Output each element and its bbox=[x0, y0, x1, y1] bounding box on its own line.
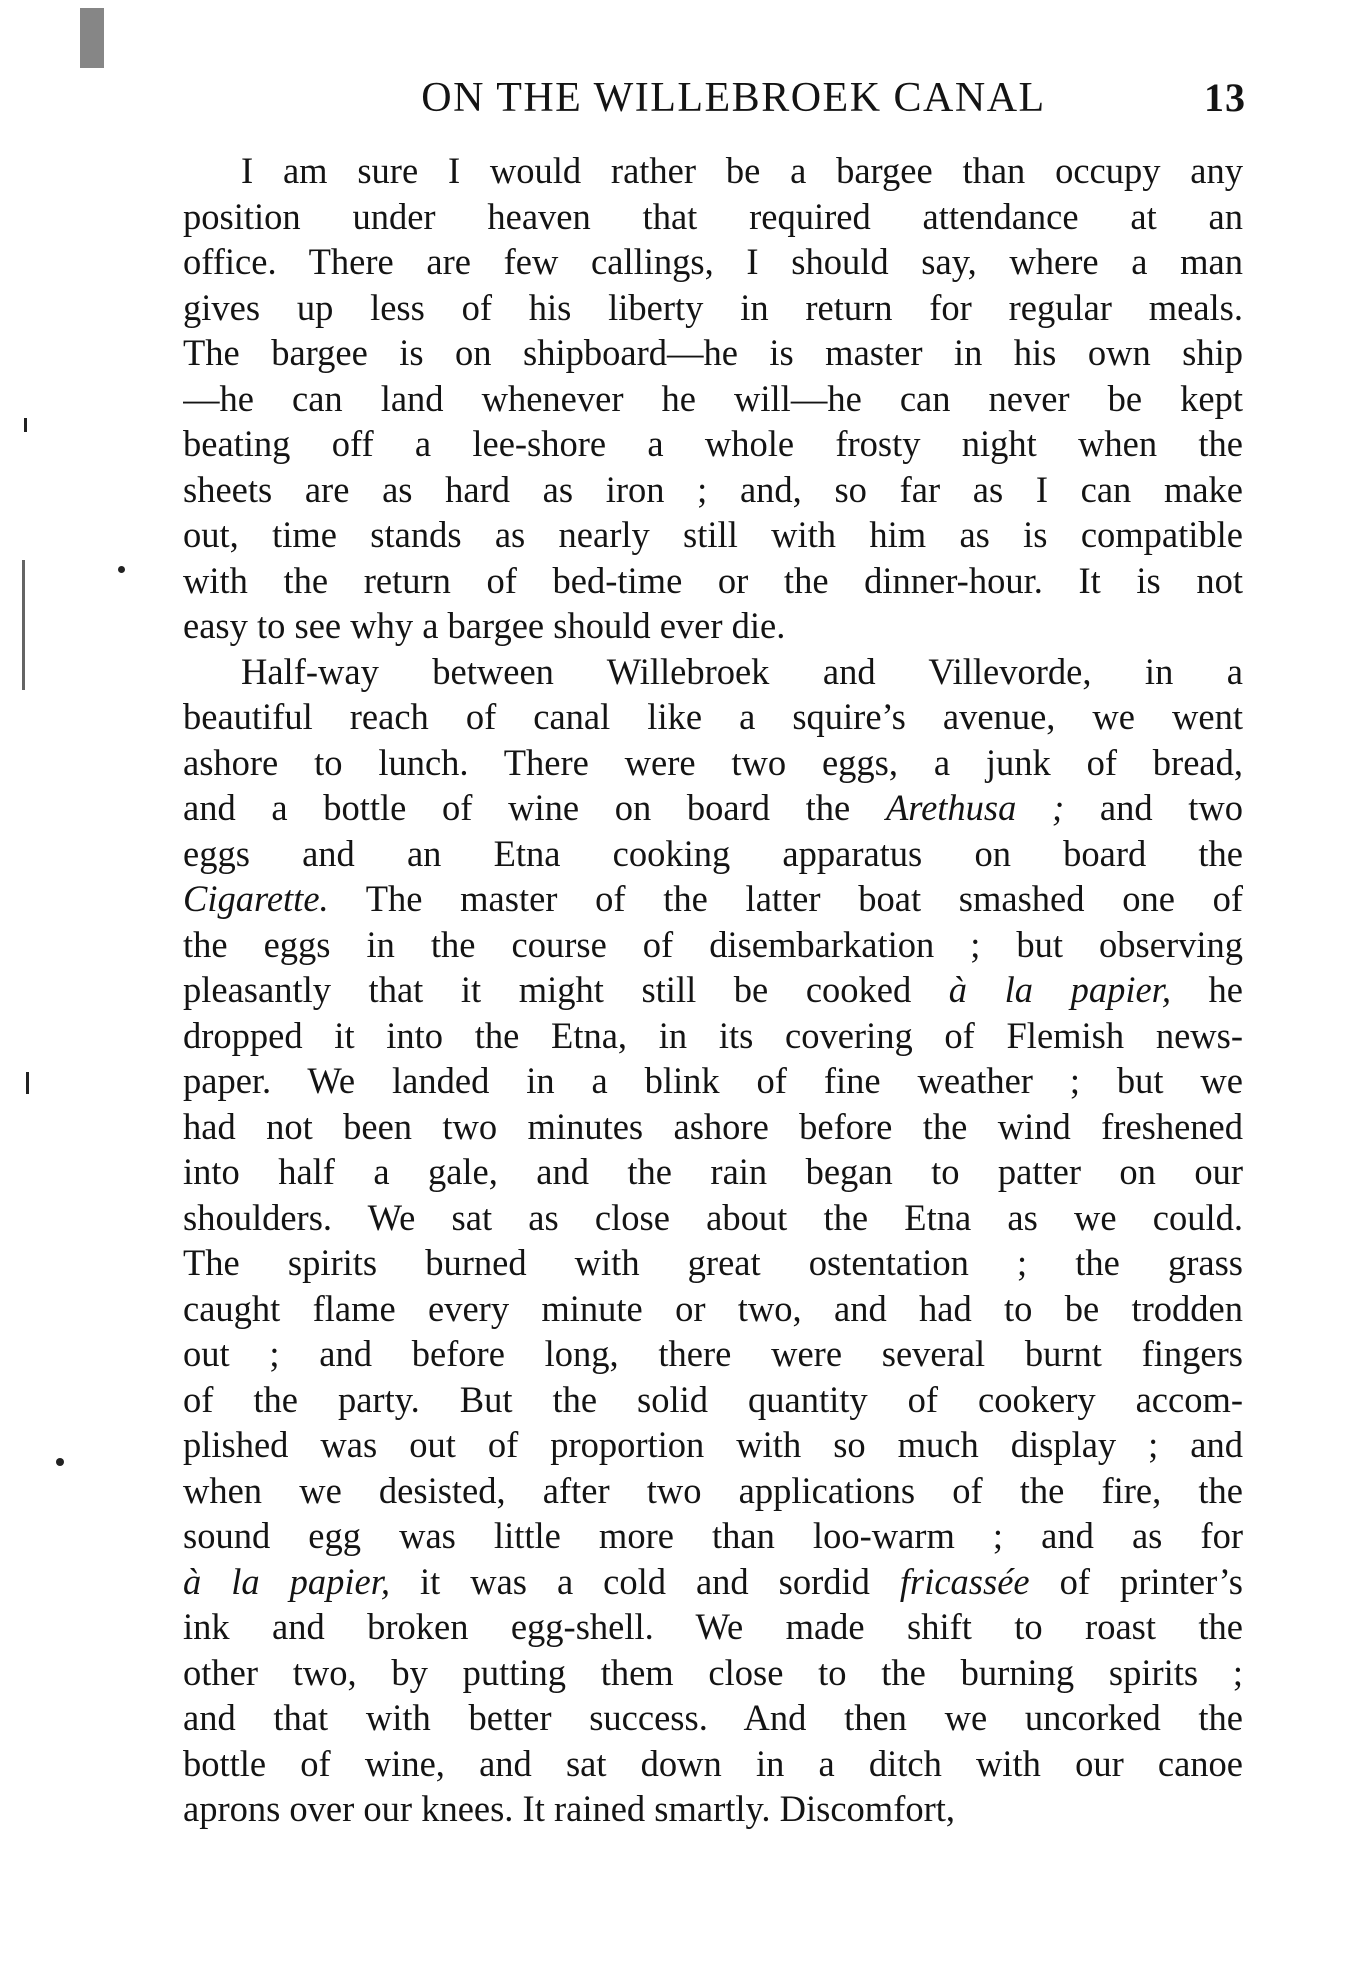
gutter-speck bbox=[56, 1458, 64, 1466]
text-line bbox=[183, 1604, 1243, 1650]
text-line bbox=[183, 740, 1243, 786]
text-line bbox=[183, 1422, 1243, 1468]
text-run: had not been two minutes ashore before the wind freshened bbox=[183, 1105, 1243, 1147]
text-line bbox=[183, 1468, 1243, 1514]
text-run: pleasantly that it might still be cooked bbox=[183, 969, 949, 1010]
text-line bbox=[183, 1240, 1243, 1286]
text-run: other two, by putting them close to the burning spirits ; bbox=[183, 1651, 1243, 1693]
italic-run: Arethusa ; bbox=[885, 787, 1065, 828]
page-number: 13 bbox=[1204, 75, 1246, 120]
text-run: of printer’s bbox=[1029, 1560, 1243, 1602]
text-line bbox=[183, 239, 1243, 285]
text-line bbox=[183, 694, 1243, 740]
text-line bbox=[183, 1513, 1243, 1559]
gutter-speck bbox=[118, 566, 125, 573]
text-line bbox=[183, 1286, 1243, 1332]
text-run: —he can land whenever he will—he can never be kept bbox=[183, 377, 1243, 419]
text-run: bottle of wine, and sat down in a ditch with our canoe bbox=[183, 1742, 1243, 1784]
text-line bbox=[183, 831, 1243, 877]
text-line bbox=[183, 1559, 1243, 1605]
text-line bbox=[183, 1741, 1243, 1787]
text-line bbox=[183, 1013, 1243, 1059]
text-line bbox=[183, 512, 1243, 558]
running-head bbox=[183, 74, 1246, 126]
text-run: and that with better success. And then we uncorked the bbox=[183, 1697, 1243, 1738]
text-run: paper. We landed in a blink of fine weather ; but we bbox=[183, 1060, 1243, 1101]
text-run: and a bottle of wine on board the bbox=[183, 787, 886, 828]
text-line bbox=[183, 376, 1243, 422]
text-run: caught flame every minute or two, and had to be trodden bbox=[183, 1287, 1243, 1329]
running-head-title: ON THE WILLEBROEK CANAL bbox=[421, 75, 1046, 121]
text-run: office. There are few callings, I should say, where a man bbox=[183, 241, 1243, 282]
text-line bbox=[183, 1695, 1243, 1741]
text-line bbox=[183, 285, 1243, 331]
text-line bbox=[183, 649, 1243, 695]
text-line bbox=[183, 967, 1243, 1013]
text-line bbox=[183, 330, 1243, 376]
text-run: plished was out of proportion with so much display ; and bbox=[183, 1424, 1243, 1465]
text-line bbox=[183, 1786, 1243, 1832]
italic-run: à la papier, bbox=[948, 969, 1171, 1010]
text-run: sheets are as hard as iron ; and, so far as I can make bbox=[183, 468, 1243, 510]
text-run: beautiful reach of canal like a squire’s avenue, we went bbox=[183, 696, 1243, 737]
text-run: position under heaven that required attendance at an bbox=[183, 195, 1243, 237]
text-run: easy to see why a bargee should ever die. bbox=[183, 605, 786, 646]
text-line bbox=[183, 1377, 1243, 1423]
text-line bbox=[183, 1149, 1243, 1195]
text-run: eggs and an Etna cooking apparatus on board the bbox=[183, 832, 1243, 874]
text-run: into half a gale, and the rain began to patter on our bbox=[183, 1151, 1243, 1192]
text-run: sound egg was little more than loo-warm ; and as for bbox=[183, 1515, 1243, 1556]
text-line bbox=[183, 1650, 1243, 1696]
text-run: beating off a lee-shore a whole frosty night when the bbox=[183, 423, 1243, 464]
text-line bbox=[183, 922, 1243, 968]
text-run: I am sure I would rather be a bargee than occupy any bbox=[241, 150, 1243, 191]
text-run: with the return of bed-time or the dinner-hour. It is not bbox=[183, 559, 1243, 601]
text-line bbox=[183, 785, 1243, 831]
text-run: ashore to lunch. There were two eggs, a junk of bread, bbox=[183, 741, 1243, 783]
text-line bbox=[183, 421, 1243, 467]
text-run: he bbox=[1170, 969, 1243, 1010]
gutter-shadow-top bbox=[80, 8, 104, 68]
gutter-speck bbox=[22, 560, 25, 690]
text-line bbox=[183, 603, 1243, 649]
text-line bbox=[183, 194, 1243, 240]
text-run: it was a cold and sordid bbox=[389, 1560, 900, 1602]
text-run: The spirits burned with great ostentation ; the grass bbox=[183, 1242, 1243, 1283]
text-run: the eggs in the course of disembarkation ; but observing bbox=[183, 923, 1243, 965]
text-line bbox=[183, 1331, 1243, 1377]
text-run: The bargee is on shipboard—he is master in his own ship bbox=[183, 332, 1243, 373]
text-run: gives up less of his liberty in return for regular meals. bbox=[183, 286, 1243, 328]
gutter-speck bbox=[26, 1072, 29, 1094]
italic-run: Cigarette. bbox=[183, 878, 329, 919]
text-line bbox=[183, 148, 1243, 194]
body-text bbox=[183, 148, 1243, 1832]
text-run: aprons over our knees. It rained smartly. Discomfort, bbox=[183, 1788, 956, 1829]
text-run: dropped it into the Etna, in its covering of Flemish news- bbox=[183, 1014, 1243, 1056]
paragraph bbox=[183, 148, 1243, 649]
text-run: shoulders. We sat as close about the Etna as we could. bbox=[183, 1196, 1243, 1238]
text-line bbox=[183, 1104, 1243, 1150]
text-line bbox=[183, 467, 1243, 513]
text-run: when we desisted, after two applications of the fire, the bbox=[183, 1469, 1243, 1511]
text-run: Half-way between Willebroek and Villevorde, in a bbox=[241, 650, 1243, 692]
text-run: out, time stands as nearly still with him as is compatible bbox=[183, 514, 1243, 555]
text-line bbox=[183, 1058, 1243, 1104]
italic-run: fricassée bbox=[899, 1560, 1030, 1602]
text-run: The master of the latter boat smashed one of bbox=[328, 878, 1243, 919]
paragraph bbox=[183, 649, 1243, 1832]
text-line bbox=[183, 1195, 1243, 1241]
text-run: ink and broken egg-shell. We made shift to roast the bbox=[183, 1606, 1243, 1647]
text-line bbox=[183, 876, 1243, 922]
gutter-speck bbox=[24, 418, 27, 432]
italic-run: à la papier, bbox=[183, 1560, 390, 1602]
text-run: and two bbox=[1064, 787, 1243, 828]
text-line bbox=[183, 558, 1243, 604]
text-run: out ; and before long, there were several burnt fingers bbox=[183, 1333, 1243, 1374]
text-run: of the party. But the solid quantity of cookery accom- bbox=[183, 1378, 1243, 1420]
